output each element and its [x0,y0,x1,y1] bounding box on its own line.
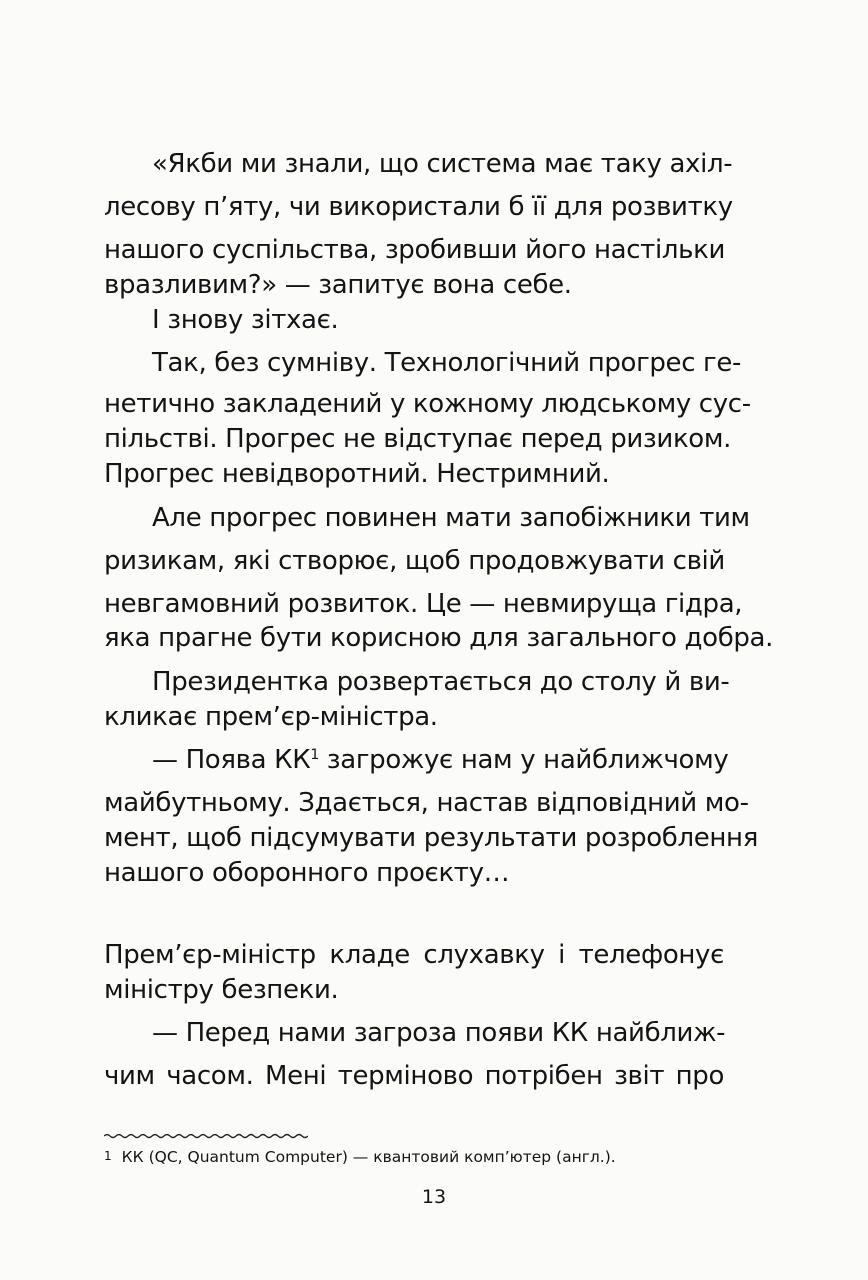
text-line: майбутньому. Здається, настав відповідний мо- [104,788,749,818]
page-number: 13 [421,1186,447,1208]
text-line [152,738,729,782]
text-line: І знову зітхає. [152,305,339,335]
text-line: нашого суспільства, зробивши його настільки [104,235,725,265]
footnote-reference[interactable]: 1 [310,747,319,763]
text-line: лесову п’яту, чи використали б її для розвитку [104,192,733,222]
text-line: Прогрес невідворотний. Нестримний. [104,459,610,489]
footnote-divider [104,1133,308,1139]
text-line: кликає прем’єр-міністра. [104,702,438,732]
text-line: ризикам, які створює, щоб продовжувати свій [104,546,725,576]
footnote-text: КК (QC, Quantum Computer) — квантовий комп’ютер (англ.). [121,1148,616,1166]
text-line: Прем’єр-міністр кладе слухавку і телефонує [104,940,724,970]
dialogue-rest: загрожує нам у найближчому [326,745,729,775]
text-line: — Перед нами загроза появи КК найближ- [152,1018,726,1048]
text-line: пільстві. Прогрес не відступає перед ризиком. [104,424,732,454]
text-line: нетично закладений у кожному людському сус- [104,389,751,419]
text-line: мент, щоб підсумувати результати розроблення [104,823,758,853]
text-line: нашого оборонного проєкту… [104,858,510,888]
text-line: вразливим?» — запитує вона себе. [104,270,572,300]
footnote [104,1144,616,1169]
text-line: Президентка розвертається до столу й ви- [152,667,730,697]
dialogue-start: — Поява КК [152,745,311,775]
text-line: яка прагне бути корисною для загального добра. [104,623,774,653]
text-line: Так, без сумніву. Технологічний прогрес ге- [152,348,742,378]
text-line: невгамовний розвиток. Це — невмируща гідра, [104,589,743,619]
text-line: Але прогрес повинен мати запобіжники тим [152,503,750,533]
footnote-number: 1 [104,1149,112,1163]
text-line: міністру безпеки. [104,975,339,1005]
text-line: «Якби ми знали, що система має таку ахіл- [152,149,733,179]
text-line: чим часом. Мені терміново потрібен звіт про [104,1061,724,1091]
